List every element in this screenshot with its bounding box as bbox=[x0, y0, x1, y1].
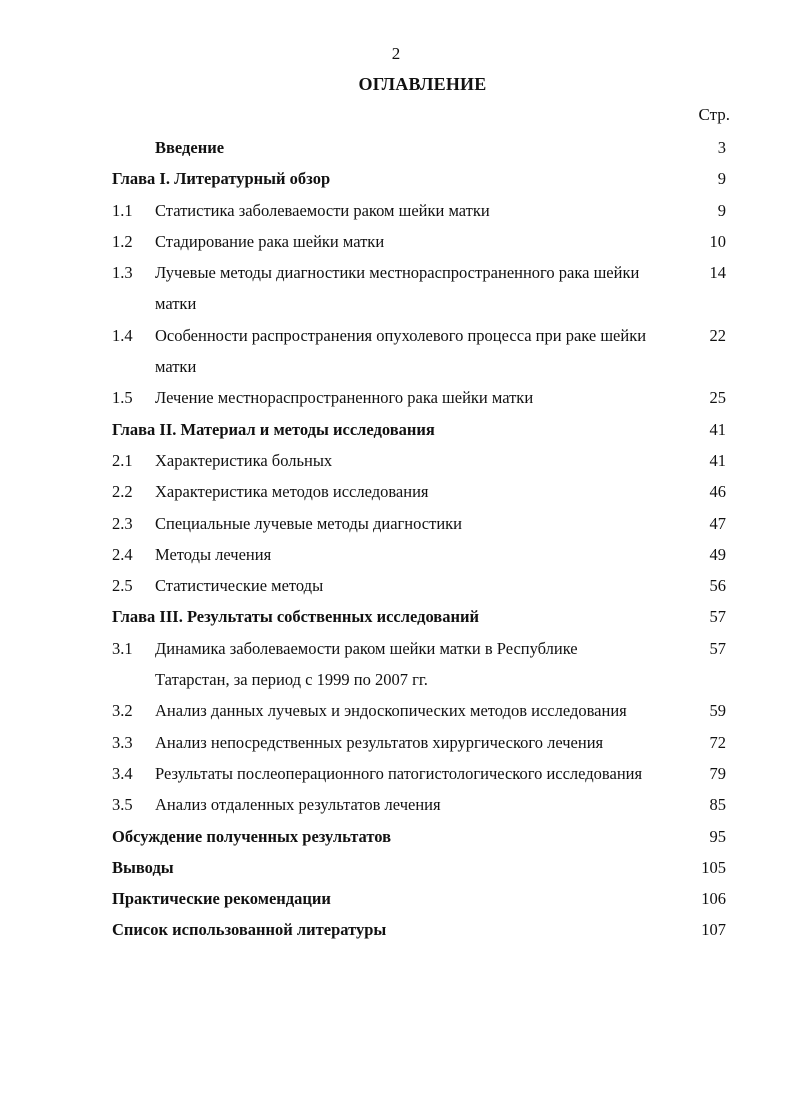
toc-entry-number: 1.1 bbox=[112, 200, 133, 220]
toc-entry-title: Практические рекомендации bbox=[112, 889, 331, 909]
toc-entry-page: 47 bbox=[709, 513, 726, 533]
toc-entry-title: Лечение местнораспространенного рака шейки матки bbox=[155, 388, 534, 408]
toc-entry-page: 25 bbox=[709, 388, 726, 408]
toc-entry-title: Обсуждение полученных результатов bbox=[112, 826, 392, 846]
toc-entry-page: 41 bbox=[709, 419, 726, 439]
toc-entry-page: 10 bbox=[709, 231, 726, 251]
toc-entry-title: Список использованной литературы bbox=[112, 920, 387, 940]
toc-entry-page: 9 bbox=[717, 169, 726, 189]
toc-entry-number: 1.2 bbox=[112, 231, 133, 251]
toc-entry-title: Глава I. Литературный обзор bbox=[112, 169, 331, 189]
toc-entry-page: 85 bbox=[709, 795, 726, 815]
toc-entry-title: Глава III. Результаты собственных исследований bbox=[112, 607, 479, 627]
toc-entry-page: 22 bbox=[709, 325, 726, 345]
toc-entry-number: 3.1 bbox=[112, 638, 133, 658]
toc-entry-page: 46 bbox=[709, 482, 726, 502]
toc-entry-number: 1.4 bbox=[112, 325, 133, 345]
toc-entry-number: 2.5 bbox=[112, 576, 133, 596]
toc-entry bbox=[112, 539, 726, 570]
toc-entry-title: Введение bbox=[155, 138, 225, 157]
toc-entry-title: Особенности распространения опухолевого процесса при раке шейки матки bbox=[155, 325, 647, 377]
toc-entry-page: 105 bbox=[701, 857, 726, 877]
toc-entry-title: Анализ непосредственных результатов хирургического лечения bbox=[155, 732, 604, 752]
toc-entry bbox=[112, 163, 726, 194]
toc-entry-number: 2.3 bbox=[112, 513, 133, 533]
toc-entry-page: 72 bbox=[709, 732, 726, 752]
toc-entry bbox=[112, 914, 726, 945]
toc-entry-page: 79 bbox=[709, 763, 726, 783]
toc-entry-title: Характеристика больных bbox=[155, 450, 333, 470]
toc-entry-number: 3.3 bbox=[112, 732, 133, 752]
toc-entry-title: Динамика заболеваемости раком шейки матки в Республике Татарстан, за период с 1999 по 2007 гг. bbox=[155, 638, 578, 690]
toc-entry-title: Специальные лучевые методы диагностики bbox=[155, 513, 462, 533]
toc-entry-page: 49 bbox=[709, 544, 726, 564]
toc-entry bbox=[112, 821, 726, 852]
toc-entry-title: Методы лечения bbox=[155, 544, 272, 564]
toc-entry-page: 14 bbox=[709, 263, 726, 283]
toc-entry-page: 41 bbox=[709, 450, 726, 470]
page-number: 2 bbox=[391, 44, 401, 63]
toc-entry-number: 2.2 bbox=[112, 482, 133, 502]
toc-entry bbox=[112, 758, 726, 789]
toc-entry-title: Статистика заболеваемости раком шейки матки bbox=[155, 200, 490, 220]
toc-entry bbox=[112, 695, 726, 726]
toc-entry bbox=[112, 508, 726, 539]
toc-entry-title: Выводы bbox=[112, 857, 174, 877]
toc-entry-number: 3.4 bbox=[112, 763, 133, 783]
toc-entry-number: 1.3 bbox=[112, 263, 133, 283]
toc-entry bbox=[112, 414, 726, 445]
toc-entry bbox=[112, 320, 726, 383]
toc-entry bbox=[112, 883, 726, 914]
toc-entry-page: 57 bbox=[709, 607, 726, 627]
toc-entry-number: 3.5 bbox=[112, 795, 133, 815]
toc-entry bbox=[112, 633, 726, 696]
toc-entry-page: 9 bbox=[717, 200, 726, 220]
toc-entry-number: 1.5 bbox=[112, 388, 133, 408]
toc-entry-page: 56 bbox=[709, 576, 726, 596]
toc-entry-title: Глава II. Материал и методы исследования bbox=[112, 419, 435, 439]
toc-entry bbox=[112, 226, 726, 257]
toc-entry bbox=[112, 445, 726, 476]
toc-entry-page: 3 bbox=[717, 138, 726, 157]
toc-entry bbox=[112, 852, 726, 883]
toc-entry bbox=[112, 570, 726, 601]
toc-entry-title: Стадирование рака шейки матки bbox=[155, 231, 385, 251]
toc-entry-title: Характеристика методов исследования bbox=[155, 482, 429, 502]
toc-entry bbox=[112, 132, 726, 163]
toc-entry-page: 95 bbox=[709, 826, 726, 846]
toc-entry-page: 57 bbox=[709, 638, 726, 658]
toc-entry bbox=[112, 789, 726, 820]
toc-entry-number: 2.4 bbox=[112, 544, 133, 564]
page-column-label: Стр. bbox=[698, 105, 730, 124]
toc-entry bbox=[112, 195, 726, 226]
toc-entry-page: 107 bbox=[701, 920, 726, 940]
toc-entry bbox=[112, 257, 726, 320]
toc-entry-number: 3.2 bbox=[112, 701, 133, 721]
table-of-contents bbox=[112, 132, 726, 946]
toc-title: ОГЛАВЛЕНИЕ bbox=[358, 74, 487, 94]
toc-entry-title: Анализ данных лучевых и эндоскопических методов исследования bbox=[155, 701, 627, 721]
toc-entry-title: Лучевые методы диагностики местнораспространенного рака шейки матки bbox=[155, 263, 640, 314]
toc-entry-page: 59 bbox=[709, 701, 726, 721]
toc-entry-title: Результаты послеоперационного патогистологического исследования bbox=[155, 763, 643, 783]
toc-entry bbox=[112, 601, 726, 632]
toc-entry bbox=[112, 382, 726, 413]
toc-entry-title: Анализ отдаленных результатов лечения bbox=[155, 795, 441, 815]
toc-entry bbox=[112, 727, 726, 758]
toc-entry-title: Статистические методы bbox=[155, 576, 324, 596]
toc-entry-number: 2.1 bbox=[112, 450, 133, 470]
toc-entry bbox=[112, 476, 726, 507]
toc-entry-page: 106 bbox=[701, 889, 726, 909]
